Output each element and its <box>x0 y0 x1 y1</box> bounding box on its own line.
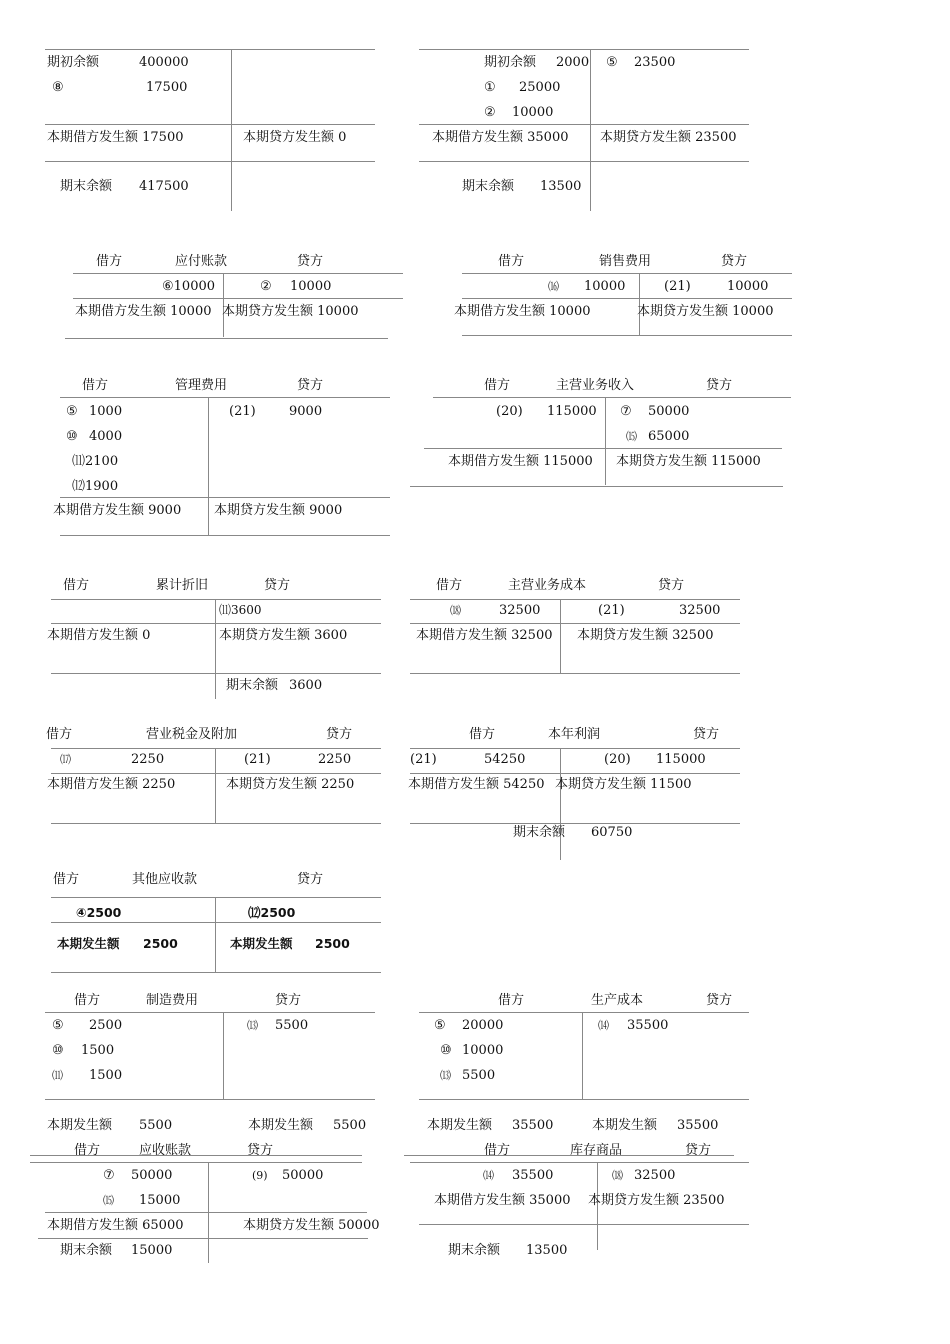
entry-code: ⑩ <box>52 1043 64 1058</box>
account-title: 应收账款 <box>139 1143 192 1158</box>
debit-total: 本期借方发生额 32500 <box>416 628 553 643</box>
entry-value: 2250 <box>318 752 352 767</box>
debit-header: 借方 <box>484 1143 511 1158</box>
credit-header: 贷方 <box>275 993 302 1008</box>
entry-value: ⑥10000 <box>162 279 216 294</box>
debit-header: 借方 <box>46 727 73 742</box>
entry-code: ⒅ <box>612 1169 623 1182</box>
entry-code: ⒂ <box>626 430 637 443</box>
credit-total: 本期贷方发生额 23500 <box>600 130 737 145</box>
account-title: 应付账款 <box>175 254 228 269</box>
debit-total: 本期借方发生额 10000 <box>75 304 212 319</box>
account-rule <box>410 623 740 624</box>
credit-total: 本期贷方发生额 10000 <box>222 304 359 319</box>
entry-code: (20) <box>604 752 631 767</box>
account-top-rule <box>51 599 381 600</box>
closing-balance-label: 期末余额 <box>60 1243 113 1258</box>
account-rule <box>419 124 749 125</box>
credit-total: 本期贷方发生额 23500 <box>588 1193 725 1208</box>
entry-value: 50000 <box>648 404 690 419</box>
entry-code: ⑦ <box>103 1168 115 1183</box>
account-rule <box>410 773 740 774</box>
credit-header: 贷方 <box>326 727 353 742</box>
entry-value: 10000 <box>290 279 332 294</box>
account-rule <box>424 448 782 449</box>
account-rule <box>73 298 403 299</box>
entry-code: ① <box>484 80 496 95</box>
credit-total: 本期发生额 <box>230 936 293 951</box>
account-rule <box>51 972 381 973</box>
entry-value: 65000 <box>648 429 690 444</box>
closing-balance-value: 15000 <box>131 1243 173 1258</box>
entry-code: ⑦ <box>620 404 632 419</box>
entry-value: 1500 <box>89 1068 123 1083</box>
account-rule <box>65 338 388 339</box>
entry-code: (21) <box>244 752 271 767</box>
credit-total: 本期贷方发生额 50000 <box>243 1218 380 1233</box>
credit-total: 本期贷方发生额 32500 <box>577 628 714 643</box>
entry-value: 10000 <box>512 105 554 120</box>
closing-balance-label: 期末余额 <box>226 678 279 693</box>
account-top-rule <box>433 397 791 398</box>
entry-value: 10000 <box>462 1043 504 1058</box>
closing-balance-value: 3600 <box>289 678 323 693</box>
entry-code: (21) <box>229 404 256 419</box>
account-rule <box>410 823 740 824</box>
credit-header: 贷方 <box>297 378 324 393</box>
credit-header: 贷方 <box>706 378 733 393</box>
credit-total: 本期发生额 <box>592 1118 658 1133</box>
account-divider <box>560 599 561 673</box>
account-rule <box>419 1099 749 1100</box>
account-top-rule <box>73 273 403 274</box>
account-divider <box>560 748 561 860</box>
account-title: 本年利润 <box>548 727 601 742</box>
account-top-rule <box>410 748 740 749</box>
closing-balance-label: 期末余额 <box>513 825 566 840</box>
debit-total: 本期借方发生额 65000 <box>47 1218 184 1233</box>
debit-header: 借方 <box>74 1143 101 1158</box>
account-top-rule <box>404 1155 734 1156</box>
entry-code: (21) <box>410 752 437 767</box>
account-top-rule <box>51 748 381 749</box>
closing-balance-value: 417500 <box>139 179 189 194</box>
entry-value: 32500 <box>679 603 721 618</box>
entry-value: 115000 <box>547 404 597 419</box>
entry-value: 5500 <box>275 1018 309 1033</box>
debit-header: 借方 <box>53 872 80 887</box>
credit-header: 贷方 <box>685 1143 712 1158</box>
account-top-rule <box>419 1012 749 1013</box>
account-rule <box>51 623 381 624</box>
closing-balance-value: 13500 <box>526 1243 568 1258</box>
credit-total: 本期发生额 <box>248 1118 314 1133</box>
entry-value: 1000 <box>89 404 123 419</box>
account-title: 生产成本 <box>591 993 644 1008</box>
entry-code: ⒀ <box>440 1069 451 1082</box>
entry-value: 9000 <box>289 404 323 419</box>
entry-code: ② <box>260 279 272 294</box>
entry-value: 5500 <box>462 1068 496 1083</box>
entry-value: 17500 <box>146 80 188 95</box>
debit-header: 借方 <box>436 578 463 593</box>
credit-header: 贷方 <box>658 578 685 593</box>
account-title: 营业税金及附加 <box>146 727 238 742</box>
credit-header: 贷方 <box>297 254 324 269</box>
entry-value: 15000 <box>139 1193 181 1208</box>
debit-total: 本期借方发生额 17500 <box>47 130 184 145</box>
credit-total: 本期贷方发生额 2250 <box>226 777 355 792</box>
debit-header: 借方 <box>74 993 101 1008</box>
closing-balance-label: 期末余额 <box>462 179 515 194</box>
account-rule <box>410 486 783 487</box>
entry-value: ⑿1900 <box>72 479 119 494</box>
account-title: 主营业务成本 <box>508 578 587 593</box>
entry-value: 23500 <box>634 55 676 70</box>
account-title: 其他应收款 <box>132 872 198 887</box>
credit-header: 贷方 <box>297 872 324 887</box>
debit-total-value: 2500 <box>143 936 178 951</box>
entry-code: ⑤ <box>66 404 78 419</box>
debit-header: 借方 <box>63 578 90 593</box>
account-rule <box>462 298 792 299</box>
entry-value: 10000 <box>584 279 626 294</box>
debit-total: 本期借方发生额 35000 <box>434 1193 571 1208</box>
account-rule <box>45 161 375 162</box>
debit-total: 本期借方发生额 35000 <box>432 130 569 145</box>
entry-code: (21) <box>598 603 625 618</box>
account-rule <box>51 922 381 923</box>
entry-value: 54250 <box>484 752 526 767</box>
opening-balance-label: 期初余额 <box>47 55 100 70</box>
account-title: 累计折旧 <box>156 578 209 593</box>
account-title: 库存商品 <box>570 1143 623 1158</box>
account-rule <box>419 1224 749 1225</box>
credit-total: 本期贷方发生额 115000 <box>616 454 761 469</box>
account-divider <box>215 748 216 823</box>
credit-total-value: 2500 <box>315 936 350 951</box>
debit-total: 本期借方发生额 10000 <box>454 304 591 319</box>
entry-code: ⒀ <box>247 1019 258 1032</box>
closing-balance-value: 60750 <box>591 825 633 840</box>
entry-value: ⑾2100 <box>72 454 119 469</box>
account-top-rule <box>45 49 375 50</box>
debit-total: 本期借方发生额 2250 <box>47 777 176 792</box>
debit-header: 借方 <box>498 254 525 269</box>
account-divider <box>215 599 216 699</box>
entry-value: 115000 <box>656 752 706 767</box>
opening-balance-label: 期初余额 <box>484 55 537 70</box>
account-rule <box>51 673 381 674</box>
credit-header: 贷方 <box>706 993 733 1008</box>
entry-code: ⒃ <box>548 280 559 293</box>
account-rule <box>51 773 381 774</box>
account-title: 制造费用 <box>146 993 199 1008</box>
opening-balance-value: 2000 <box>556 55 590 70</box>
entry-value: 25000 <box>519 80 561 95</box>
account-top-rule <box>30 1162 362 1163</box>
credit-header: 贷方 <box>247 1143 274 1158</box>
entry-code: ⒁ <box>483 1169 494 1182</box>
closing-balance-value: 13500 <box>540 179 582 194</box>
entry-value: 2250 <box>131 752 165 767</box>
account-top-rule <box>410 1162 749 1163</box>
debit-header: 借方 <box>484 378 511 393</box>
credit-total-value: 5500 <box>333 1118 367 1133</box>
account-rule <box>410 673 740 674</box>
account-top-rule <box>419 49 749 50</box>
account-divider <box>590 49 591 211</box>
entry-value: 35500 <box>512 1168 554 1183</box>
account-rule <box>462 335 792 336</box>
credit-total: 本期贷方发生额 10000 <box>637 304 774 319</box>
debit-header: 借方 <box>498 993 525 1008</box>
debit-total-value: 5500 <box>139 1118 173 1133</box>
entry-code: ⒁ <box>598 1019 609 1032</box>
entry-value: ⑾3600 <box>219 603 262 617</box>
account-top-rule <box>45 1012 375 1013</box>
account-title: 销售费用 <box>599 254 652 269</box>
debit-total-value: 35500 <box>512 1118 554 1133</box>
account-title: 管理费用 <box>175 378 228 393</box>
credit-total: 本期贷方发生额 0 <box>243 130 347 145</box>
credit-total: 本期贷方发生额 3600 <box>219 628 348 643</box>
entry-value: ④2500 <box>76 905 122 920</box>
account-top-rule <box>462 273 792 274</box>
account-rule <box>45 124 375 125</box>
account-divider <box>208 397 209 535</box>
entry-code: ⑾ <box>52 1069 63 1082</box>
entry-code: ⒄ <box>60 753 71 766</box>
account-rule <box>51 823 381 824</box>
entry-value: 20000 <box>462 1018 504 1033</box>
closing-balance-label: 期末余额 <box>60 179 113 194</box>
credit-total: 本期贷方发生额 9000 <box>214 503 343 518</box>
entry-code: (20) <box>496 404 523 419</box>
account-title: 主营业务收入 <box>556 378 635 393</box>
entry-value: 1500 <box>81 1043 115 1058</box>
account-divider <box>582 1012 583 1100</box>
entry-code: ⑩ <box>440 1043 452 1058</box>
entry-code: (21) <box>664 279 691 294</box>
account-rule <box>45 1099 375 1100</box>
closing-balance-label: 期末余额 <box>448 1243 501 1258</box>
entry-code: ⑩ <box>66 429 78 444</box>
entry-value: 32500 <box>634 1168 676 1183</box>
entry-value: 50000 <box>131 1168 173 1183</box>
credit-total: 本期贷方发生额 11500 <box>555 777 692 792</box>
debit-header: 借方 <box>82 378 109 393</box>
account-divider <box>231 49 232 211</box>
account-divider <box>605 397 606 485</box>
credit-header: 贷方 <box>693 727 720 742</box>
debit-total: 本期借方发生额 9000 <box>53 503 182 518</box>
debit-header: 借方 <box>96 254 123 269</box>
credit-total-value: 35500 <box>677 1118 719 1133</box>
debit-header: 借方 <box>469 727 496 742</box>
entry-value: 10000 <box>727 279 769 294</box>
entry-value: 32500 <box>499 603 541 618</box>
entry-code: ⑧ <box>52 80 64 95</box>
account-divider <box>223 1012 224 1100</box>
entry-value: ⑿2500 <box>248 905 296 920</box>
entry-value: 35500 <box>627 1018 669 1033</box>
entry-code: ⒂ <box>103 1194 114 1207</box>
entry-code: ⑤ <box>434 1018 446 1033</box>
account-rule <box>60 497 390 498</box>
debit-total: 本期发生额 <box>427 1118 493 1133</box>
entry-code: (9) <box>252 1169 268 1182</box>
account-rule <box>419 161 749 162</box>
entry-code: ⑤ <box>52 1018 64 1033</box>
debit-total: 本期发生额 <box>47 1118 113 1133</box>
opening-balance-value: 400000 <box>139 55 189 70</box>
entry-code: ⒅ <box>450 604 461 617</box>
debit-total: 本期发生额 <box>57 936 120 951</box>
debit-total: 本期借方发生额 54250 <box>408 777 545 792</box>
account-divider <box>215 897 216 972</box>
debit-total: 本期借方发生额 0 <box>47 628 151 643</box>
account-top-rule <box>410 599 740 600</box>
account-top-rule <box>30 1155 362 1156</box>
entry-code: ② <box>484 105 496 120</box>
entry-value: 4000 <box>89 429 123 444</box>
entry-code: ⑤ <box>606 55 618 70</box>
account-rule <box>60 535 390 536</box>
credit-header: 贷方 <box>721 254 748 269</box>
account-rule <box>38 1238 368 1239</box>
account-rule <box>45 1212 367 1213</box>
credit-header: 贷方 <box>264 578 291 593</box>
debit-total: 本期借方发生额 115000 <box>448 454 593 469</box>
account-top-rule <box>60 397 390 398</box>
account-top-rule <box>51 897 381 898</box>
entry-value: 50000 <box>282 1168 324 1183</box>
entry-value: 2500 <box>89 1018 123 1033</box>
